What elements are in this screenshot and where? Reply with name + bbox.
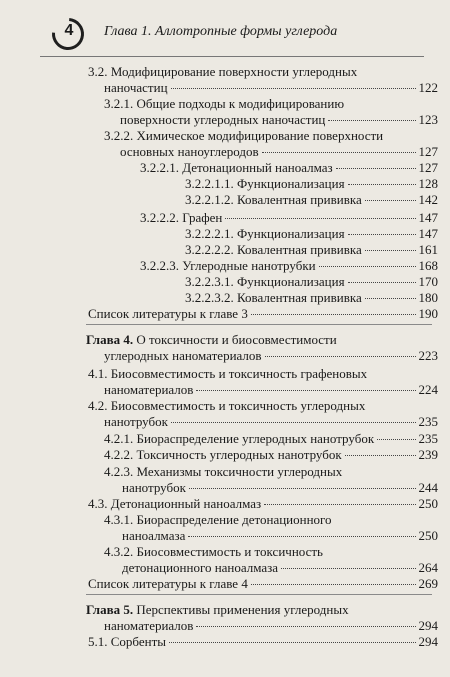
toc-leader-dots bbox=[265, 356, 416, 357]
toc-entry-text bbox=[122, 560, 278, 575]
toc-entry-line bbox=[185, 226, 438, 241]
toc-entry-title: наноматериалов bbox=[104, 382, 194, 397]
toc-leader-dots bbox=[348, 282, 416, 283]
toc-entry-title: нанотрубок bbox=[104, 414, 168, 429]
toc-entry-line bbox=[104, 348, 438, 363]
toc-entry-title: 4.3.2. Биосовместимость и токсичность bbox=[104, 544, 323, 559]
toc-page-number: 224 bbox=[418, 382, 438, 397]
toc-entry-line bbox=[88, 398, 365, 413]
toc-entry-text bbox=[104, 128, 383, 143]
toc-leader-dots bbox=[262, 152, 416, 153]
toc-entry-text bbox=[120, 144, 259, 159]
toc-entry-text bbox=[185, 290, 362, 305]
toc-entry-text bbox=[104, 80, 168, 95]
toc-entry-line bbox=[120, 144, 438, 159]
toc-leader-dots bbox=[281, 568, 415, 569]
toc-leader-dots bbox=[196, 626, 415, 627]
toc-entry-title: 3.2.2. Химическое модифицирование поверхности bbox=[104, 128, 384, 143]
toc-page-number: 142 bbox=[418, 192, 438, 207]
toc-leader-dots bbox=[345, 455, 416, 456]
toc-page-number: 170 bbox=[418, 274, 438, 289]
toc-page-number: 250 bbox=[418, 528, 438, 543]
toc-entry-title: 4.2.3. Механизмы токсичности углеродных bbox=[104, 464, 343, 479]
page-number: 4 bbox=[64, 22, 74, 39]
toc-entry-title: 4.1. Биосовместимость и токсичность графеновых bbox=[88, 366, 368, 381]
toc-leader-dots bbox=[365, 250, 416, 251]
toc-entry-text bbox=[88, 366, 367, 381]
toc-leader-dots bbox=[251, 584, 416, 585]
toc-entry-title: 4.2. Биосовместимость и токсичность углеродных bbox=[88, 398, 366, 413]
toc-leader-dots bbox=[171, 422, 416, 423]
toc-entry-title: 3.2.2.2.2. Ковалентная прививка bbox=[185, 242, 362, 257]
toc-entry-title: поверхности углеродных наночастиц bbox=[120, 112, 326, 127]
toc-entry-title: Список литературы к главе 3 bbox=[88, 306, 248, 321]
toc-page-number: 127 bbox=[418, 144, 438, 159]
toc-entry-text bbox=[104, 544, 323, 559]
toc-leader-dots bbox=[348, 234, 416, 235]
toc-entry-text bbox=[104, 618, 193, 633]
toc-entry-line bbox=[104, 447, 438, 462]
toc-entry-line bbox=[104, 80, 438, 95]
toc-page-number: 239 bbox=[418, 447, 438, 462]
toc-entry-text bbox=[88, 398, 365, 413]
toc-entry-line bbox=[185, 290, 438, 305]
toc-entry-line bbox=[122, 528, 438, 543]
toc-entry-text bbox=[104, 382, 193, 397]
toc-entry-line bbox=[104, 96, 344, 111]
chapter-label: Глава 5. bbox=[86, 602, 134, 617]
toc-entry-text bbox=[140, 258, 316, 273]
toc-entry-text bbox=[185, 176, 345, 191]
toc-entry-line bbox=[185, 242, 438, 257]
toc-leader-dots bbox=[328, 120, 415, 121]
toc-entry-text bbox=[140, 160, 333, 175]
toc-leader-dots bbox=[225, 218, 415, 219]
toc-entry-title: 4.2.1. Биораспределение углеродных нанотрубок bbox=[104, 431, 375, 446]
toc-page-number: 161 bbox=[418, 242, 438, 257]
toc-page-number: 128 bbox=[418, 176, 438, 191]
toc-entry-title: наночастиц bbox=[104, 80, 168, 95]
toc-leader-dots bbox=[171, 88, 416, 89]
toc-page-number: 294 bbox=[418, 634, 438, 649]
toc-entry-text bbox=[140, 210, 222, 225]
toc-entry-text bbox=[104, 348, 262, 363]
toc-page-number: 180 bbox=[418, 290, 438, 305]
toc-entry-text bbox=[86, 602, 349, 617]
toc-entry-title: 3.2.2.2.1. Функционализация bbox=[185, 226, 345, 241]
toc-entry-text bbox=[122, 528, 185, 543]
toc-entry-title: 3.2.2.1. Детонационный наноалмаз bbox=[140, 160, 333, 175]
toc-leader-dots bbox=[196, 390, 415, 391]
header-rule bbox=[40, 56, 424, 57]
toc-leader-dots bbox=[365, 298, 416, 299]
toc-entry-line bbox=[86, 602, 349, 617]
toc-page-number: 244 bbox=[418, 480, 438, 495]
toc-entry-title: 3.2.2.1.1. Функционализация bbox=[185, 176, 345, 191]
toc-entry-title: 3.2. Модифицирование поверхности углеродных bbox=[88, 64, 358, 79]
toc-leader-dots bbox=[189, 488, 416, 489]
toc-entry-title: 3.2.2.2. Графен bbox=[140, 210, 223, 225]
toc-entry-line bbox=[104, 431, 438, 446]
toc-entry-line bbox=[88, 306, 438, 321]
section-divider bbox=[86, 324, 432, 325]
toc-entry-title: 3.2.2.1.2. Ковалентная прививка bbox=[185, 192, 362, 207]
toc-entry-title: основных наноуглеродов bbox=[120, 144, 259, 159]
toc-entry-text bbox=[185, 242, 362, 257]
toc-entry-line bbox=[104, 618, 438, 633]
toc-entry-line bbox=[88, 576, 438, 591]
toc-entry-text bbox=[88, 496, 261, 511]
toc-entry-text bbox=[104, 414, 168, 429]
toc-page-number: 147 bbox=[418, 210, 438, 225]
toc-entry-line bbox=[140, 160, 438, 175]
toc-entry-title: 4.2.2. Токсичность углеродных нанотрубок bbox=[104, 447, 342, 462]
toc-entry-text bbox=[88, 576, 248, 591]
toc-entry-line bbox=[104, 544, 323, 559]
toc-entry-text bbox=[122, 480, 186, 495]
toc-entry-line bbox=[140, 210, 438, 225]
toc-leader-dots bbox=[319, 266, 416, 267]
toc-page-number: 122 bbox=[418, 80, 438, 95]
toc-entry-title: О токсичности и биосовместимости bbox=[133, 332, 337, 347]
toc-leader-dots bbox=[336, 168, 416, 169]
toc-entry-title: нанотрубок bbox=[122, 480, 186, 495]
toc-entry-text bbox=[104, 447, 342, 462]
toc-entry-title: 3.2.2.3.1. Функционализация bbox=[185, 274, 345, 289]
toc-entry-line bbox=[185, 192, 438, 207]
toc-entry-line bbox=[88, 634, 438, 649]
toc-entry-line bbox=[88, 64, 357, 79]
toc-entry-line bbox=[88, 366, 367, 381]
toc-leader-dots bbox=[251, 314, 416, 315]
toc-entry-text bbox=[185, 192, 362, 207]
toc-entry-line bbox=[185, 176, 438, 191]
toc-entry-title: Список литературы к главе 4 bbox=[88, 576, 248, 591]
toc-page-number: 264 bbox=[418, 560, 438, 575]
running-title: Глава 1. Аллотропные формы углерода bbox=[104, 24, 338, 39]
toc-entry-line bbox=[104, 382, 438, 397]
toc-entry-line bbox=[122, 560, 438, 575]
toc-entry-title: наноалмаза bbox=[122, 528, 186, 543]
toc-entry-line bbox=[86, 332, 337, 347]
toc-page-number: 190 bbox=[418, 306, 438, 321]
toc-entry-line bbox=[104, 464, 342, 479]
toc-leader-dots bbox=[264, 504, 415, 505]
toc-leader-dots bbox=[348, 184, 416, 185]
toc-entry-line bbox=[185, 274, 438, 289]
toc-entry-title: 4.3.1. Биораспределение детонационного bbox=[104, 512, 332, 527]
toc-entry-text bbox=[88, 64, 357, 79]
toc-page-number: 147 bbox=[418, 226, 438, 241]
toc-page-number: 235 bbox=[418, 431, 438, 446]
toc-entry-line bbox=[88, 496, 438, 511]
toc-entry-line bbox=[104, 128, 383, 143]
toc-page-number: 235 bbox=[418, 414, 438, 429]
toc-entry-title: 3.2.2.3.2. Ковалентная прививка bbox=[185, 290, 362, 305]
page-header bbox=[0, 14, 450, 54]
toc-page-number: 168 bbox=[418, 258, 438, 273]
toc-page-number: 223 bbox=[418, 348, 438, 363]
toc-entry-text bbox=[104, 96, 344, 111]
toc-entry-text bbox=[104, 431, 374, 446]
toc-entry-text bbox=[88, 634, 166, 649]
toc-entry-title: 3.2.1. Общие подходы к модифицированию bbox=[104, 96, 345, 111]
toc-leader-dots bbox=[365, 200, 416, 201]
toc-entry-text bbox=[86, 332, 337, 347]
toc-entry-title: 4.3. Детонационный наноалмаз bbox=[88, 496, 262, 511]
toc-entry-title: 3.2.2.3. Углеродные нанотрубки bbox=[140, 258, 316, 273]
toc-entry-line bbox=[104, 414, 438, 429]
toc-page-number: 269 bbox=[418, 576, 438, 591]
toc-page-number: 127 bbox=[418, 160, 438, 175]
toc-entry-text bbox=[120, 112, 325, 127]
toc-page-number: 250 bbox=[418, 496, 438, 511]
toc-entry-text bbox=[104, 512, 332, 527]
toc-entry-line bbox=[122, 480, 438, 495]
toc-entry-title: Перспективы применения углеродных bbox=[133, 602, 349, 617]
toc-entry-line bbox=[140, 258, 438, 273]
toc-entry-title: 5.1. Сорбенты bbox=[88, 634, 167, 649]
toc-entry-title: углеродных наноматериалов bbox=[104, 348, 262, 363]
toc-entry-line bbox=[104, 512, 332, 527]
section-divider bbox=[86, 594, 432, 595]
toc-leader-dots bbox=[188, 536, 415, 537]
toc-entry-title: наноматериалов bbox=[104, 618, 194, 633]
toc-entry-text bbox=[104, 464, 342, 479]
toc-entry-text bbox=[185, 226, 345, 241]
toc-leader-dots bbox=[377, 439, 415, 440]
toc-entry-text bbox=[185, 274, 345, 289]
toc-entry-title: детонационного наноалмаза bbox=[122, 560, 279, 575]
toc-entry-line bbox=[120, 112, 438, 127]
toc-page-number: 123 bbox=[418, 112, 438, 127]
toc-page-number: 294 bbox=[418, 618, 438, 633]
toc-entry-text bbox=[88, 306, 248, 321]
toc-leader-dots bbox=[169, 642, 415, 643]
chapter-label: Глава 4. bbox=[86, 332, 134, 347]
